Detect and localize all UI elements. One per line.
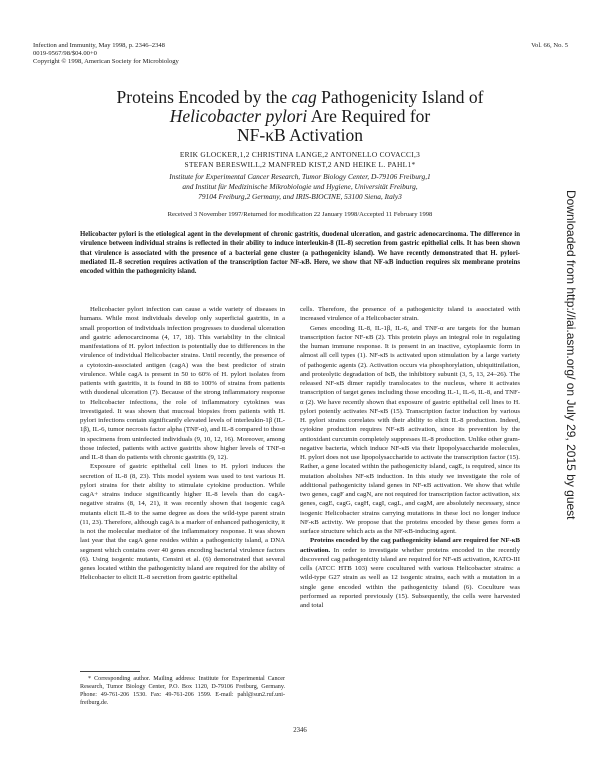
journal-header: [33, 42, 179, 66]
title-text-2: Pathogenicity Island of: [316, 87, 484, 107]
copyright-line: Copyright © 1998, American Society for Microbiology: [33, 58, 179, 65]
paragraph: Genes encoding IL-8, IL-1β, IL-6, and TNF-α are targets for the human transcription factor NF-κB (2). This protein plays an integral role in regulating the human immune response. It is present in an inactive, cytoplasmic form in almost all cell types (1). NF-κB is activated upon stimulation by a large variety of pathogenic agents (2). Activation occurs via phosphorylation, ubiquitinilation, and proteolytic degradation of IκB, the inhibitory subunit (3, 5, 13, 24–26). The released NF-κB dimer rapidly translocates to the nucleus, where it activates transcription of target genes including those encoding IL-1, IL-6, IL-8, and TNF-α (2). We have recently shown that exposure of gastric epithelial cell lines to H. pylori potently activates NF-κB (15). Transcription factor induction by various H. pylori strains correlates with their ability to elicit IL-8 production. Indeed, cytokine production requires NF-κB activation, since its prevention by the antioxidant curcumin completely suppresses IL-8 production. Unlike other gram-negative bacteria, which induce NF-κB via their lipopolysaccharide molecules, H. pylori does not use lipopolysaccharide to activate the transcription factor (15). Rather, a gene located within the pathogenicity island, cagE, is required, since its mutation abolishes NF-κB induction. In this study we investigate the role of additional pathogenicity island genes in NF-κB activation. We show that while two genes, cagF and cagN, are not required for transcription factor activation, six genes, cagE, cagG, cagH, cagI, cagL, and cagM, are absolutely necessary, since isogenic Helicobacter strains carrying mutations in these loci no longer induce NF-κB activity. We propose that the proteins encoded by these genes form a surface structure which acts as the NF-κB-inducing agent.: [300, 324, 520, 535]
abstract: Helicobacter pylori is the etiological agent in the development of chronic gastritis, duodenal ulceration, and gastric adenocarcinoma. The difference in virulence between individual strains is reflected in their ability to induce interleukin-8 (IL-8) secretion from gastric epithelial cells. It has been shown that virulence is associated with the presence of a bacterial gene cluster (a pathogenicity island). We have recently demonstrated that H. pylori-mediated IL-8 secretion requires activation of the transcription factor NF-κB. Here, we show that NF-κB induction requires six membrane proteins encoded within the pathogenicity island.: [80, 231, 520, 276]
title-text-1: Proteins Encoded by the: [116, 87, 292, 107]
section-heading: Proteins encoded by the cag pathogenicity island are required for NF-κB activation.: [300, 537, 520, 554]
paragraph-text: In order to investigate whether proteins encoded in the recently discovered cag pathogenicity island are required for NF-κB activation, KATO-III cells (ATCC HTB 103) were cocultured with various Helicobacter strains: a wild-type G27 strain as well as 12 isogenic strains, each with a mutation in a single gene encoded within the pathogenicity island (6). Coculture was performed as reported previously (15). Subsequently, the cells were harvested and total: [300, 546, 520, 609]
title-text-3: Are Required for: [307, 106, 431, 126]
page-number: 2346: [293, 727, 307, 734]
paragraph: cells. Therefore, the presence of a pathogenicity island is associated with increased virulence of a Helicobacter strain.: [300, 306, 520, 323]
affiliation-line-3: 79104 Freiburg,2 Germany, and IRIS-BIOCINE, 53100 Siena, Italy3: [198, 191, 402, 201]
article-title: [40, 88, 560, 145]
title-italic-cag: cag: [291, 87, 317, 107]
received-dates: Received 3 November 1997/Returned for modification 22 January 1998/Accepted 11 February 1998: [167, 211, 433, 218]
download-link-text[interactable]: Downloaded from http://iai.asm.org/ on July 29, 2015 by guest: [564, 190, 578, 520]
footnote-divider: [80, 671, 140, 672]
paragraph: Exposure of gastric epithelial cell lines to H. pylori induces the secretion of IL-8 (8, 23). This model system was used to test various H. pylori strains for their ability to stimulate cytokine production. While cagA+ strains induce significantly higher IL-8 levels than do cagA-negative strains (8, 14, 21), it was recently shown that isogenic cagA mutants elicit IL-8 to the same degree as does the wild-type parent strain (11, 23). Therefore, although cagA is a marker of enhanced pathogenicity, it is not the molecular mediator of the inflammatory response. It was shown last year that the cagA gene resides within a pathogenicity island, a DNA segment which contains over 40 genes encoding bacterial virulence factors (6). Using isogenic mutants, Censini et al. (6) demonstrated that several genes located within the pathogenicity island are required for the ability of Helicobacter to elicit IL-8 secretion from gastric epithelial: [80, 463, 285, 582]
title-italic-species: Helicobacter pylori: [169, 106, 308, 126]
affiliations: [40, 172, 560, 201]
body-column-right: [300, 305, 520, 610]
body-column-left: [80, 305, 285, 583]
corresponding-author-footnote: * Corresponding author. Mailing address: Institute for Experimental Cancer Research, Tumor Biology Center, P.O. Box 1120, D-79106 Freiburg, Germany. Phone: 49-761-206 1530. Fax: 49-761-206 1599. E-mail: pahl@sun2.ruf.uni-freiburg.de.: [80, 676, 285, 706]
paragraph: [300, 536, 520, 610]
volume-number: Vol. 66, No. 5: [531, 42, 568, 49]
affiliation-line-1: Institute for Experimental Cancer Research, Tumor Biology Center, D-79106 Freiburg,1: [169, 172, 431, 181]
paragraph: Helicobacter pylori infection can cause a wide variety of diseases in humans. While most individuals develop only superficial gastritis, in a small proportion of individuals infection progresses to duodenal ulceration and gastric adenocarcinoma (4, 17, 18). This variability in the clinical manifestations of H. pylori infection is potentially due to differences in the virulence of individual Helicobacter strains. Until recently, the presence of a cytotoxin-associated antigen (cagA) was the best predictor of strain virulence. While cagA is present in 50 to 60% of H. pylori isolates from patients with gastritis, it is found in 88 to 100% of strains from patients with duodenal ulceration (7). Because of the strong inflammatory response to Helicobacter infections, the role of inflammatory cytokines was investigated. It was shown that mucosal biopsies from patients with H. pylori infections contain significantly elevated levels of interleukin-1β (IL-1β), IL-6, tumor necrosis factor alpha (TNF-α), and IL-8 compared to those in specimens from uninfected individuals (9, 10, 12, 16). Moreover, among those infected, patients with active gastritis show higher levels of TNF-α and IL-8 than do patients with chronic gastritis (9, 12).: [80, 306, 285, 461]
title-text-4: NF-κB Activation: [237, 125, 363, 145]
author-line-2: STEFAN BERESWILL,2 MANFRED KIST,2 AND HEIKE L. PAHL1*: [184, 160, 416, 169]
author-line-1: ERIK GLOCKER,1,2 CHRISTINA LANGE,2 ANTONELLO COVACCI,3: [179, 150, 421, 159]
author-list: [40, 150, 560, 170]
journal-citation: Infection and Immunity, May 1998, p. 2346–2348: [33, 42, 165, 49]
issn-line: 0019-9567/98/$04.00+0: [33, 50, 97, 57]
affiliation-line-2: and Institut für Medizinische Mikrobiologie und Hygiene, Universität Freiburg,: [182, 181, 418, 191]
